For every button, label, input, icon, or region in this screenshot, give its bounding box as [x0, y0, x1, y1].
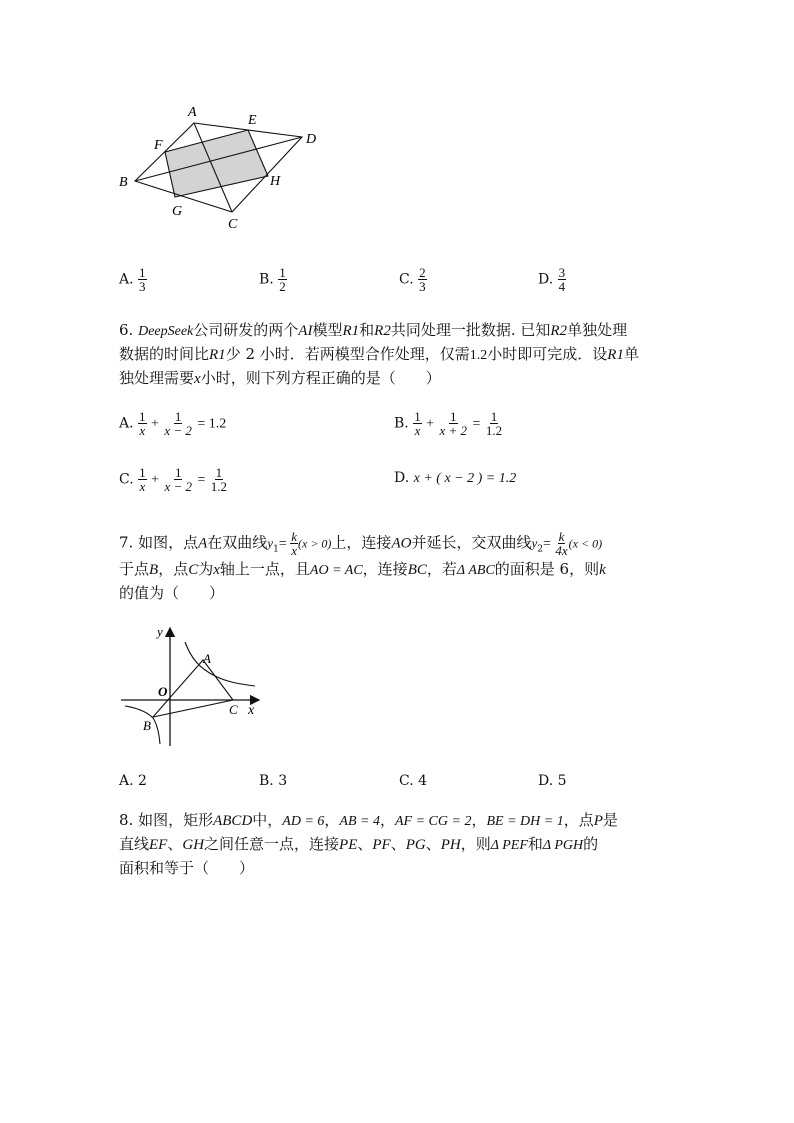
q6-option-a[interactable]: A. $\frac{1}{x}$ + $\frac{1}{x - 2}$ = 1.2: [119, 409, 227, 438]
q8-line-1: 8. 如图，矩形ABCD中，AD = 6，AB = 4，AF = CG = 2，BE = DH = 1，点P是: [119, 811, 618, 829]
q7-option-a[interactable]: A. 2: [119, 773, 147, 789]
q6-option-c[interactable]: C. $\frac{1}{x}$ + $\frac{1}{x - 2}$ = $\frac{1}{1.2}$: [119, 465, 228, 494]
label-E: E: [248, 113, 257, 128]
label-H: H: [270, 174, 281, 189]
label-F: F: [154, 138, 163, 153]
inner-shaded-parallelogram: [165, 130, 268, 197]
fraction: $\frac{k}{x}$: [291, 529, 297, 558]
q8-line-3: 面积和等于（ ）: [119, 859, 255, 877]
q6-line-1: 6. DeepSeek公司研发的两个AI模型R1和R2共同处理一批数据. 已知R2单独处理: [119, 321, 628, 339]
q7-option-d[interactable]: D. 5: [538, 773, 567, 789]
fraction: $\frac{1}{x}$: [139, 409, 146, 438]
fraction: $\frac{1}{3}$: [139, 265, 146, 294]
q6-option-d[interactable]: D. x + ( x − 2 ) = 1.2: [394, 470, 517, 486]
q6-line-2: 数据的时间比R1少 2 小时．若两模型合作处理，仅需1.2小时即可完成．设R1单: [119, 345, 639, 363]
q8-line-2: 直线EF、GH之间任意一点，连接PE、PF、PG、PH，则Δ PEF和Δ PGH的: [119, 835, 599, 853]
q7-line-3: 的值为（ ）: [119, 584, 225, 602]
fraction: $\frac{1}{1.2}$: [485, 409, 503, 438]
label-O: O: [158, 684, 168, 699]
label-C: C: [229, 702, 238, 717]
q6-option-b[interactable]: B. $\frac{1}{x}$ + $\frac{1}{x + 2}$ = $\frac{1}{1.2}$: [394, 409, 503, 438]
fraction: $\frac{1}{1.2}$: [210, 465, 228, 494]
q7-line-2: 于点B，点C为x轴上一点，且AO = AC，连接BC，若Δ ABC的面积是 6，则k: [119, 560, 606, 578]
fraction: $\frac{2}{3}$: [419, 265, 426, 294]
q5-option-d[interactable]: D. $\frac{3}{4}$: [538, 265, 566, 294]
label-C: C: [228, 217, 238, 232]
fraction: $\frac{1}{x - 2}$: [164, 409, 192, 438]
axis-label-y: y: [157, 624, 163, 639]
q5-option-b[interactable]: B. $\frac{1}{2}$: [259, 265, 286, 294]
label-B: B: [119, 175, 128, 190]
label-A: A: [203, 651, 211, 666]
q7-option-b[interactable]: B. 3: [259, 773, 288, 789]
q6-line-3: 独处理需要x小时，则下列方程正确的是（ ）: [119, 369, 441, 387]
q5-figure: [110, 100, 340, 240]
q7-option-c[interactable]: C. 4: [399, 773, 428, 789]
q5-option-a[interactable]: A. $\frac{1}{3}$: [119, 265, 146, 294]
q7-figure: [115, 620, 275, 750]
label-B: B: [143, 718, 151, 733]
fraction: $\frac{k}{4x}$: [555, 529, 568, 558]
fraction: $\frac{1}{x}$: [139, 465, 146, 494]
label-D: D: [306, 132, 317, 147]
label-A: A: [188, 105, 197, 120]
q7-line-1: 7. 如图，点A在双曲线$y_1=$ $\frac{k}{x}$ (x > 0)上，连接AO并延长，交双曲线$y_2=$ $\frac{k}{4x}$ (x < 0): [119, 529, 603, 558]
fraction: $\frac{1}{x}$: [414, 409, 421, 438]
hyperbola-y1: [185, 642, 255, 686]
fraction: $\frac{1}{2}$: [279, 265, 286, 294]
q5-option-c[interactable]: C. $\frac{2}{3}$: [399, 265, 426, 294]
fraction: $\frac{1}{x + 2}$: [439, 409, 468, 438]
fraction: $\frac{1}{x - 2}$: [164, 465, 192, 494]
axis-label-x: x: [248, 703, 255, 718]
fraction: $\frac{3}{4}$: [558, 265, 566, 294]
label-G: G: [172, 204, 183, 219]
